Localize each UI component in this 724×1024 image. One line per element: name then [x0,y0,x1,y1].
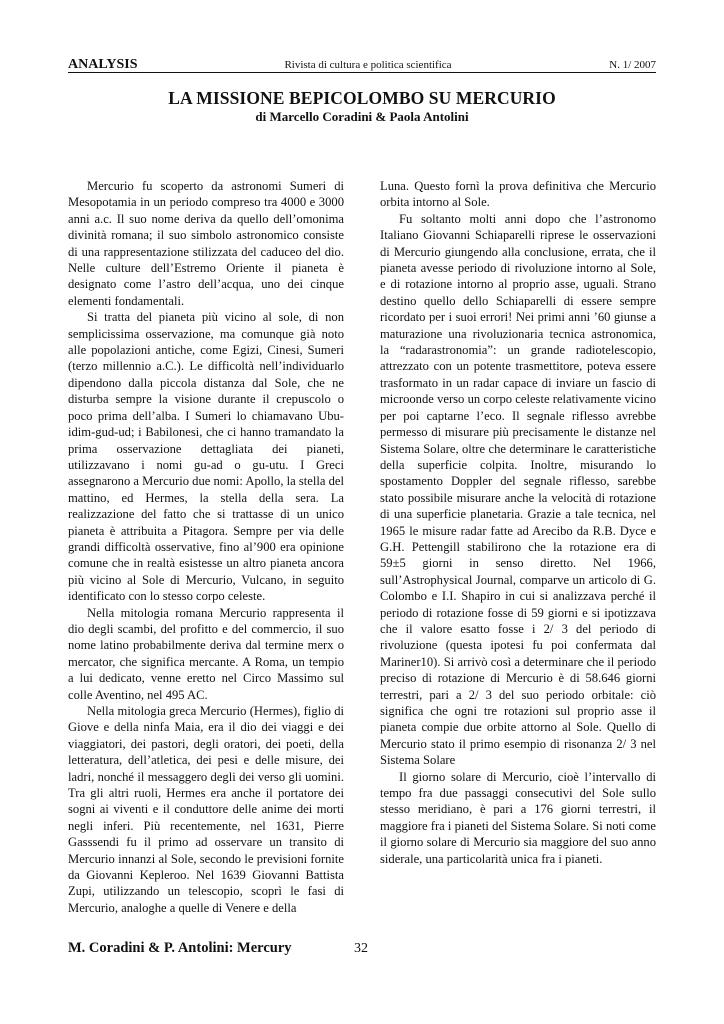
page-number: 32 [354,941,368,956]
journal-subtitle: Rivista di cultura e politica scientifica [284,59,452,71]
paragraph: Si tratta del pianeta più vicino al sole, di non semplicissima osservazione, ma comunque già noto alle popolazioni antiche, come Egizi, Cinesi, Sumeri (terzo millennio a.C.). Le difficoltà nell’individuarlo dipendono dalla piccola distanza dal Sole, che ne disturba sempre la visione durante il crepuscolo o poco prima dell’alba. I Sumeri lo chiamavano Ubu-idim-gud-ud; i Babilonesi, che ci hanno tramandato la prima osservazione dettagliata dei pianeti, utilizzavano i nomi gu-ad o gu-utu. I Greci assegnarono a Mercurio due nomi: Apollo, la stella del mattino, ed Hermes, la stella della sera. La realizzazione del fatto che si trattasse di un unico pianeta è attribuita a Pitagora. Sempre per via delle grandi difficoltà osservative, fino al’900 era opinione comune che in realtà esistesse un altro pianeta ancora più vicino al Sole di Mercurio, Vulcano, in seguito identificato con lo stesso corpo celeste. [68,310,344,604]
article-authors: di Marcello Coradini & Paola Antolini [255,109,469,124]
paragraph: Nella mitologia romana Mercurio rappresenta il dio degli scambi, del profitto e del commercio, il suo nome latino probabilmente deriva dal termine merx o mercator, che significa mercante. A Roma, un tempio a lui dedicato, venne eretto nel Circo Massimo sul colle Aventino, nel 495 AC. [68,605,344,702]
paragraph: Fu soltanto molti anni dopo che l’astronomo Italiano Giovanni Schiaparelli riprese le osservazioni di Mercurio giungendo alla conclusione, errata, che il pianeta avesse periodo di rivoluzione intorno al Sole, e di rotazione intorno al proprio asse, uguali. Strano destino quello dello Schiaparelli di essere sempre ricordato per i suoi errori! Nei primi anni ’60 giunse a maturazione una rivoluzionaria tecnica astronomica, la “radarastronomia”: un grande radiotelescopio, attrezzato con un potente trasmettitore, poteva essere trasformato in un radar capace di inviare un fascio di microonde verso un corpo celeste relativamente vicino per poi captarne l’eco. Il segnale riflesso avrebbe permesso di misurare più precisamente le distanze nel Sistema Solare, oltre che determinare le caratteristiche della superficie colpita. Inoltre, misurando lo spostamento Doppler del segnale riflesso, sarebbe stato possibile misurare anche la velocità di rotazione di una superficie planetaria. Grazie a tale tecnica, nel 1965 le misure radar fatte ad Arecibo da R.B. Dyce e G.H. Pettengill stabilirono che la rotazione era di 59±5 giorni in senso diretto. Nel 1966, sull’Astrophysical Journal, comparve un articolo di G. Colombo e I.I. Shapiro in cui si analizzava perché il periodo di rotazione fosse di 59 giorni e si ipotizzava che il valore esatto fosse i 2/ 3 del periodo di rivoluzione (questa ipotesi fu poi confermata dal Mariner10). Si arrivò così a determinare che il periodo preciso di rotazione di Mercurio è di 58.646 giorni terrestri, pari a 2/ 3 del suo periodo orbitale: ciò significa che ogni tre rotazioni sul proprio asse il pianeta compie due orbite attorno al Sole. Quello di Mercurio stato il primo esempio di risonanza 2/ 3 nel Sistema Solare [380,211,656,768]
paragraph: Nella mitologia greca Mercurio (Hermes), figlio di Giove e della ninfa Maia, era il dio dei viaggi e dei viaggiatori, dei pastori, degli oratori, dei poeti, della letteratura, dell’atletica, dei pesi e delle misure, dei ladri, nonché il messaggero degli dei verso gli uomini. Tra gli altri ruoli, Hermes era anche il portatore dei sogni ai viventi e il conduttore delle anime dei morti negli inferi. Più recentemente, nel 1631, Pierre Gasssendi fu il primo ad osservare un transito di Mercurio innanzi al Sole, secondo le previsioni fornite da Giovanni Kepleroo. Nel 1639 Giovanni Battista Zupi, utilizzando un telescopio, scoprì le fasi di Mercurio, analoghe a quelle di Venere e della [68,704,344,915]
header-rule [68,72,656,73]
article-title: LA MISSIONE BEPICOLOMBO SU MERCURIO [168,88,556,108]
right-column [380,178,656,867]
issue-number: N. 1/ 2007 [609,59,656,71]
paragraph: Mercurio fu scoperto da astronomi Sumeri di Mesopotamia in un periodo compreso tra 4000 e 3000 anni a.c. Il suo nome deriva da quello dell’omonima divinità romana; il suo simbolo astronomico consiste di una rappresentazione stilizzata del caduceo del dio. Nelle culture dell’Estremo Oriente il pianeta è designato come l’astro dell’acqua, uno dei cinque elementi fondamentali. [68,179,344,308]
left-column [68,178,344,916]
journal-name: ANALYSIS [68,57,138,72]
running-footer: M. Coradini & P. Antolini: Mercury [68,940,292,956]
paragraph: Il giorno solare di Mercurio, cioè l’intervallo di tempo fra due passaggi consecutivi del Sole sullo stesso meridiano, è pari a 176 giorni terrestri, il maggiore fra i pianeti del Sistema Solare. Si noti come il giorno solare di Mercurio sia maggiore del suo anno siderale, una particolarità unica fra i pianeti. [380,769,656,866]
paragraph-continuation: Luna. Questo fornì la prova definitiva che Mercurio orbita intorno al Sole. [380,179,656,210]
